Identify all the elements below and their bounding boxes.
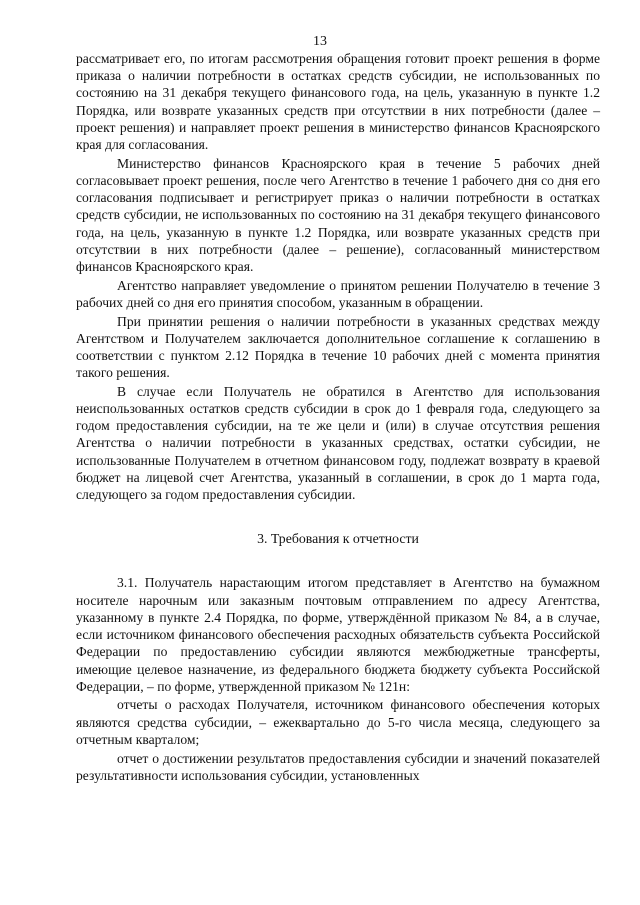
section-heading: 3. Требования к отчетности (257, 531, 419, 547)
paragraph: В случае если Получатель не обратился в Агентство для использования неиспользованных остатков средств субсидии в срок до 1 февраля года, следующего за годом предоставления субсидии, на те же цели и (или) в случае отсутствия решения Агентства о наличии потребности в указанных средствах, остатки субсидии, не использованные Получателем в отчетном финансовом году, подлежат возврату в краевой бюджет на лицевой счет Агентства, указанный в соглашении, в срок до 1 марта года, следующего за годом предоставления субсидии. (76, 383, 600, 503)
paragraph: Министерство финансов Красноярского края в течение 5 рабочих дней согласовывает проект решения, после чего Агентство в течение 1 рабочего дня со дня его согласования подписывает и регистрирует приказ о наличии потребности в остатках средств субсидии, не использованных по состоянию на 31 декабря текущего финансового года, на цель, указанную в пункте 1.2 Порядка, или возврате указанных средств при отсутствии в них потребности (далее – решение), согласованный министерством финансов Красноярского края. (76, 155, 600, 274)
paragraph: 3.1. Получатель нарастающим итогом представляет в Агентство на бумажном носителе нарочным или заказным почтовым отправлением по адресу Агентства, указанному в пункте 2.4 Порядка, по форме, утверждённой приказом № 84, а в случае, если источником финансового обеспечения расходных обязательств субъекта Российской Федерации по предоставлению субсидии являются межбюджетные трансферты, имеющие целевое назначение, из федерального бюджета бюджету субъекта Российской Федерации, – по форме, утвержденной приказом № 121н: (76, 575, 600, 694)
paragraph: При принятии решения о наличии потребности в указанных средствах между Агентством и Получателем заключается дополнительное соглашение к соглашению в соответствии с пунктом 2.12 Порядка в течение 10 рабочих дней с момента принятия такого решения. (76, 313, 600, 381)
paragraph: Агентство направляет уведомление о принятом решении Получателю в течение 3 рабочих дней со дня его принятия способом, указанным в обращении. (76, 277, 600, 310)
paragraph: отчеты о расходах Получателя, источником финансового обеспечения которых являются средства субсидии, – ежеквартально до 5-го числа месяца, следующего за отчетным кварталом; (76, 697, 600, 747)
page-number: 13 (313, 34, 327, 49)
document-body (76, 50, 600, 785)
paragraph: отчет о достижении результатов предоставления субсидии и значений показателей результативности использования субсидии, установленных (76, 750, 600, 783)
paragraph-continuation: рассматривает его, по итогам рассмотрения обращения готовит проект решения в форме приказа о наличии потребности в остатках средств субсидии, не использованных по состоянию на 31 декабря текущего финансового года, на цель, указанную в пункте 1.2 Порядка, или возврате указанных средств при отсутствии в них потребности (далее – проект решения) и направляет проект решения в министерство финансов Красноярского края для согласования. (76, 51, 600, 153)
